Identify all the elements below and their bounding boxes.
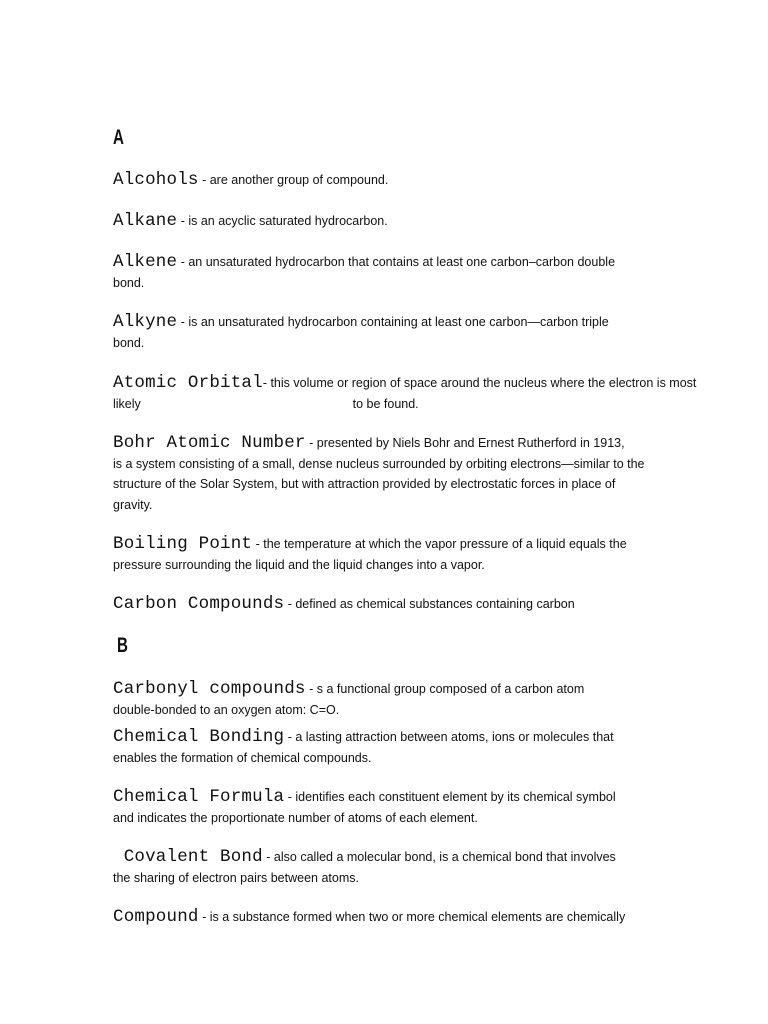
glossary-entry-alkene: [113, 252, 733, 293]
glossary-entry-atomic-orbital: [113, 373, 733, 414]
glossary-entry-compound: [113, 907, 733, 928]
glossary-term: Alkene: [113, 252, 178, 272]
glossary-term: Carbon Compounds: [113, 594, 285, 614]
glossary-term: Compound: [113, 907, 199, 927]
glossary-definition-continued: likely to be found.: [113, 396, 419, 411]
glossary-definition: - this volume or region of space around the nucleus where the electron is most: [262, 376, 697, 390]
glossary-term: Bohr Atomic Number: [113, 433, 306, 453]
glossary-term: Atomic Orbital: [113, 373, 263, 393]
glossary-definition-continued: bond.: [113, 275, 145, 290]
glossary-entry-alkane: [113, 211, 733, 232]
glossary-definition: - the temperature at which the vapor pressure of a liquid equals the: [252, 537, 627, 551]
glossary-term: Alcohols: [113, 170, 199, 190]
glossary-definition-continued: and indicates the proportionate number of atoms of each element.: [113, 810, 478, 825]
glossary-definition-continued: double-bonded to an oxygen atom: C=O.: [113, 702, 340, 717]
glossary-term: Carbonyl compounds: [113, 679, 306, 699]
glossary-entry-bohr-atomic-number: [113, 433, 733, 515]
glossary-definition: - is an unsaturated hydrocarbon containing at least one carbon—carbon triple: [177, 315, 609, 329]
glossary-definition-continued: is a system consisting of a small, dense nucleus surrounded by orbiting electrons—similar to the: [113, 456, 645, 471]
glossary-definition: - also called a molecular bond, is a chemical bond that involves: [262, 850, 616, 864]
glossary-term: Alkane: [113, 211, 178, 231]
glossary-term: Covalent Bond: [113, 847, 263, 867]
glossary-definition: - a lasting attraction between atoms, ions or molecules that: [284, 730, 614, 744]
glossary-entry-alcohols: [113, 170, 733, 191]
glossary-entry-chemical-bonding: [113, 727, 733, 768]
glossary-definition: - identifies each constituent element by its chemical symbol: [284, 790, 616, 804]
glossary-entry-boiling-point: [113, 534, 733, 575]
glossary-definition: - s a functional group composed of a carbon atom: [305, 682, 585, 696]
section-heading-a: A: [113, 126, 124, 149]
glossary-definition-continued: pressure surrounding the liquid and the liquid changes into a vapor.: [113, 557, 485, 572]
glossary-entry-chemical-formula: [113, 787, 733, 828]
glossary-entry-covalent-bond: [113, 847, 733, 888]
glossary-definition: - defined as chemical substances containing carbon: [284, 597, 575, 611]
glossary-term: Boiling Point: [113, 534, 253, 554]
glossary-entry-carbon-compounds: [113, 594, 733, 615]
glossary-definition-continued: structure of the Solar System, but with attraction provided by electrostatic forces in place of: [113, 477, 616, 491]
glossary-definition-continued: gravity.: [113, 497, 153, 512]
glossary-definition: - is a substance formed when two or more chemical elements are chemically: [198, 910, 626, 924]
glossary-term: Chemical Bonding: [113, 727, 285, 747]
glossary-definition: - presented by Niels Bohr and Ernest Rutherford in 1913,: [305, 436, 625, 450]
glossary-definition-continued: bond.: [113, 335, 145, 350]
glossary-definition-continued: enables the formation of chemical compounds.: [113, 750, 372, 765]
glossary-definition-continued: the sharing of electron pairs between atoms.: [113, 870, 359, 885]
section-heading-b: B: [117, 634, 128, 657]
glossary-definition: - are another group of compound.: [198, 173, 389, 187]
glossary-definition: - an unsaturated hydrocarbon that contains at least one carbon–carbon double: [177, 255, 616, 269]
glossary-term: Chemical Formula: [113, 787, 285, 807]
glossary-term: Alkyne: [113, 312, 178, 332]
glossary-definition: - is an acyclic saturated hydrocarbon.: [177, 214, 388, 228]
glossary-entry-alkyne: [113, 312, 733, 353]
glossary-entry-carbonyl-compounds: [113, 679, 733, 720]
